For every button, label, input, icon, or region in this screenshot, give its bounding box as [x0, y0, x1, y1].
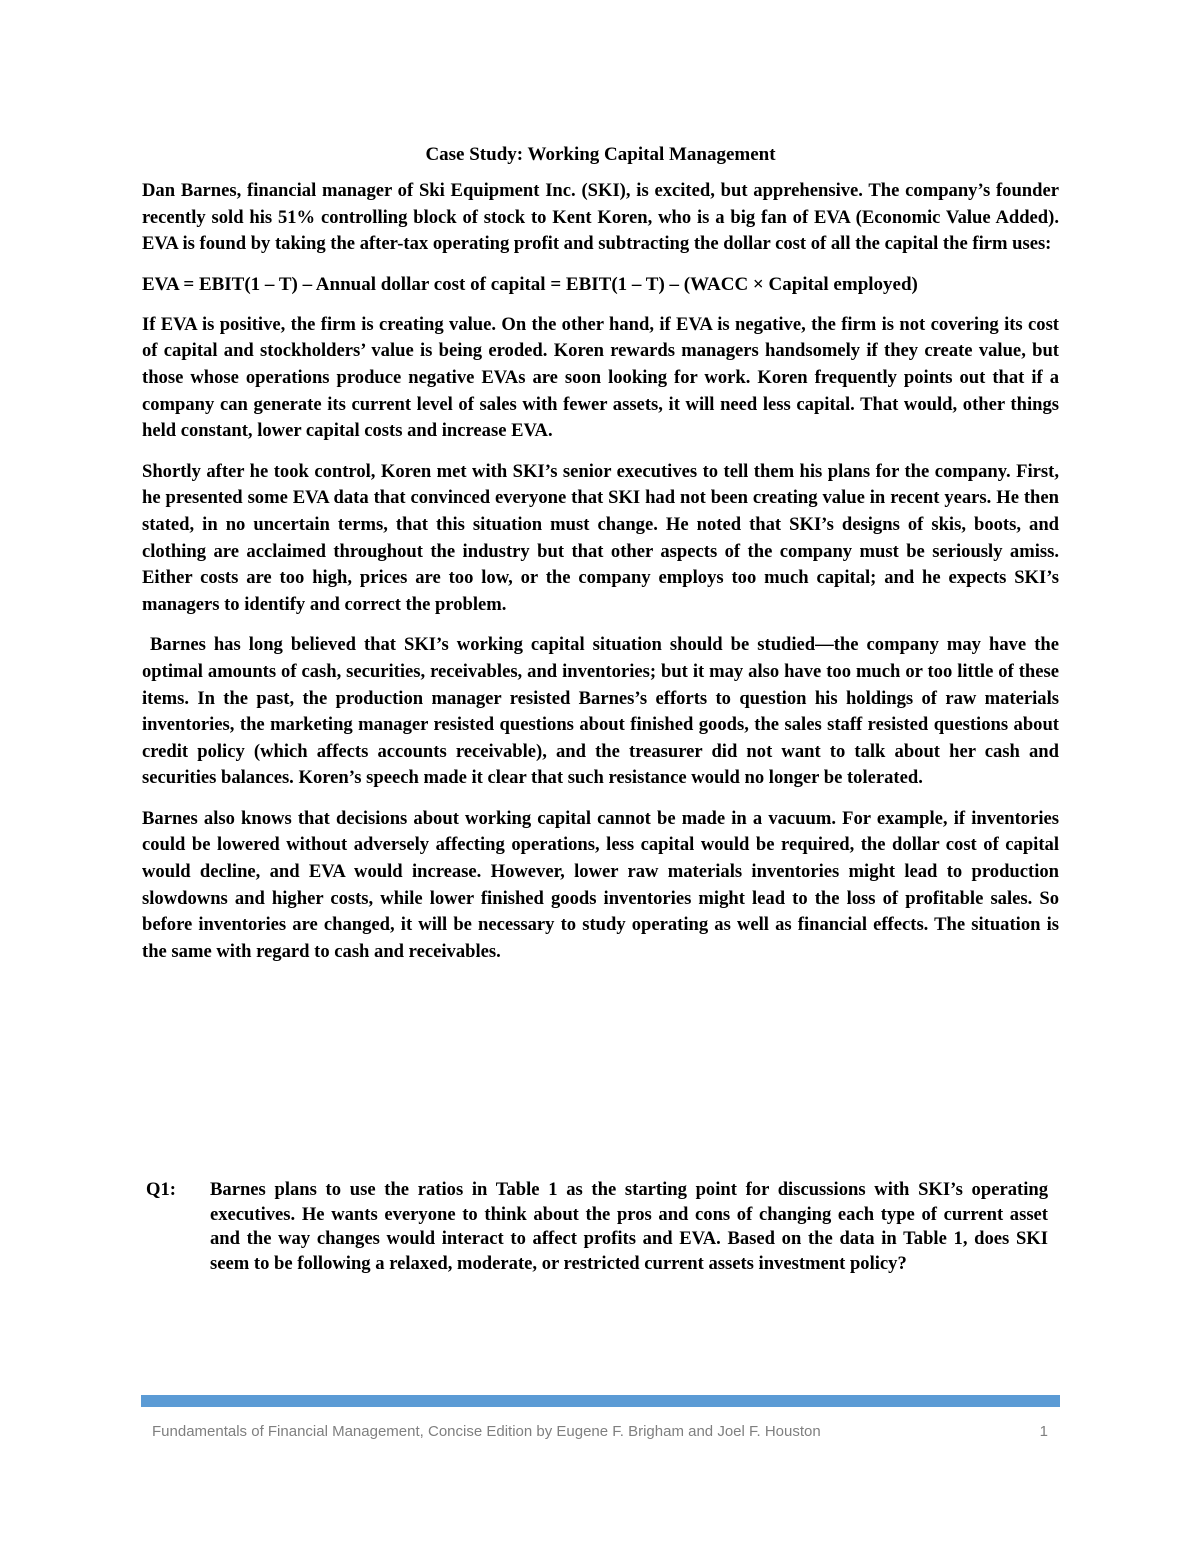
eva-formula: EVA = EBIT(1 – T) – Annual dollar cost of capital = EBIT(1 – T) – (WACC × Capital employed)	[142, 273, 918, 295]
page-title: Case Study: Working Capital Management	[425, 144, 776, 165]
footer-citation: Fundamentals of Financial Management, Concise Edition by Eugene F. Brigham and Joel F. Houston	[152, 1423, 821, 1440]
question-text: Barnes plans to use the ratios in Table 1 as the starting point for discussions with SKI’s operating executives. He wants everyone to think about the pros and cons of changing each type of current asset and the way changes would interact to affect profits and EVA. Based on the data in Table 1, does SKI seem to be following a relaxed, moderate, or restricted current assets investment policy?	[210, 1179, 1048, 1274]
decisions-paragraph: Barnes also knows that decisions about working capital cannot be made in a vacuum. For example, if inventories could be lowered without adversely affecting operations, less capital would be required, the dollar cost of capital would decline, and EVA would increase. However, lower raw materials inventories might lead to production slowdowns and higher costs, while lower finished goods inventories might lead to the loss of profitable sales. So before inventories are changed, it will be necessary to study operating as well as financial effects. The situation is the same with regard to cash and receivables.	[142, 807, 1059, 962]
intro-paragraph: Dan Barnes, financial manager of Ski Equipment Inc. (SKI), is excited, but apprehensive. The company’s founder recently sold his 51% controlling block of stock to Kent Koren, who is a big fan of EVA (Economic Value Added). EVA is found by taking the after-tax operating profit and subtracting the dollar cost of all the capital the firm uses:	[142, 180, 1059, 255]
working-capital-paragraph: Barnes has long believed that SKI’s working capital situation should be studied—the company may have the optimal amounts of cash, securities, receivables, and inventories; but it may also have too much or too little of these items. In the past, the production manager resisted Barnes’s efforts to question his holdings of raw materials inventories, the marketing manager resisted questions about finished goods, the sales staff resisted questions about credit policy (which affects accounts receivable), and the treasurer did not want to talk about her cash and securities balances. Koren’s speech made it clear that such resistance would no longer be tolerated.	[142, 634, 1064, 789]
question-label: Q1:	[146, 1179, 176, 1200]
footer-divider-bar	[141, 1395, 1060, 1407]
page-number: 1	[1039, 1423, 1048, 1440]
question-block	[142, 1178, 1048, 1276]
koren-meeting-paragraph: Shortly after he took control, Koren met with SKI’s senior executives to tell them his plans for the company. First, he presented some EVA data that convinced everyone that SKI had not been creating value in recent years. He then stated, in no uncertain terms, that this situation must change. He noted that SKI’s designs of skis, boots, and clothing are acclaimed throughout the industry but that other aspects of the company must be seriously amiss. Either costs are too high, prices are too low, or the company employs too much capital; and he expects SKI’s managers to identify and correct the problem.	[142, 460, 1059, 615]
eva-explanation-paragraph: If EVA is positive, the firm is creating value. On the other hand, if EVA is negative, the firm is not covering its cost of capital and stockholders’ value is being eroded. Koren rewards managers handsomely if they create value, but those whose operations produce negative EVAs are soon looking for work. Koren frequently points out that if a company can generate its current level of sales with fewer assets, it will need less capital. That would, other things held constant, lower capital costs and increase EVA.	[142, 313, 1059, 442]
page-footer	[152, 1421, 1048, 1443]
document-body	[142, 142, 1064, 979]
